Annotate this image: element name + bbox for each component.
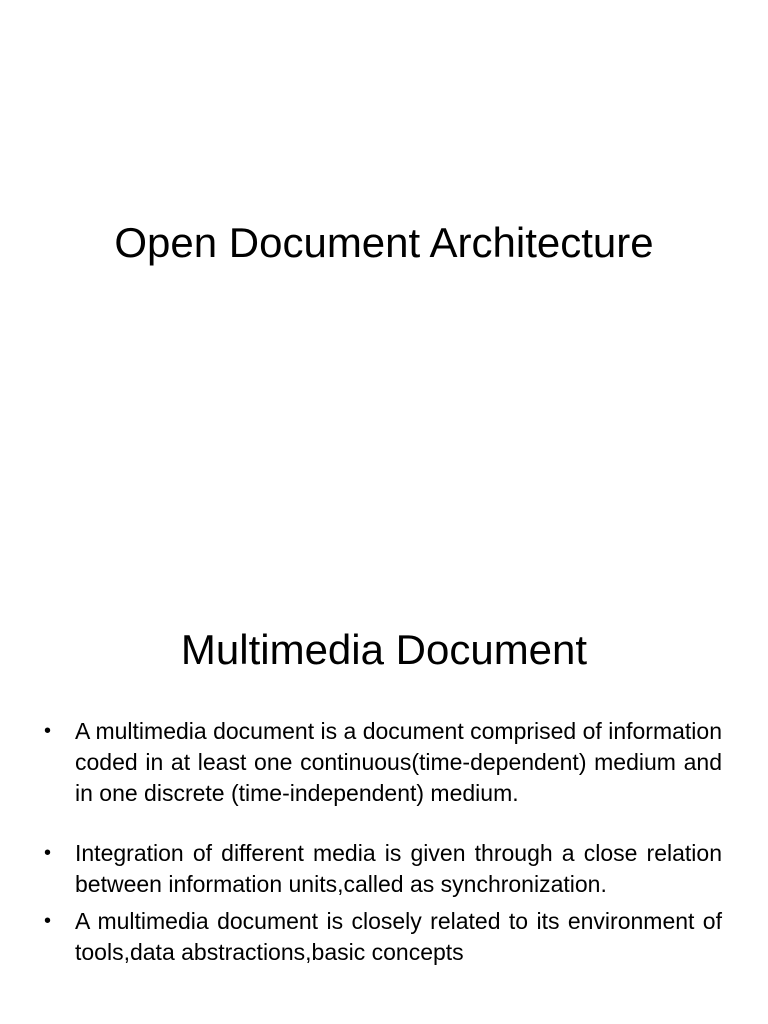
bullet-dot-icon: •	[44, 720, 52, 742]
bullet-dot-icon: •	[44, 910, 52, 932]
bullet-list	[44, 716, 722, 968]
bullet-text: Integration of different media is given through a close relation between information units,called as synchronization.	[75, 840, 722, 897]
bullet-item	[44, 838, 722, 900]
bullet-item	[44, 716, 722, 809]
bullet-text: A multimedia document is closely related to its environment of tools,data abstractions,basic concepts	[75, 908, 722, 965]
bullet-dot-icon: •	[44, 842, 52, 864]
slide-title-multimedia-document: Multimedia Document	[180, 626, 588, 673]
bullet-item	[44, 906, 722, 968]
slide-title-open-document-architecture: Open Document Architecture	[114, 219, 654, 266]
bullet-text: A multimedia document is a document comprised of information coded in at least one continuous(time-dependent) medium and in one discrete (time-independent) medium.	[75, 718, 722, 806]
